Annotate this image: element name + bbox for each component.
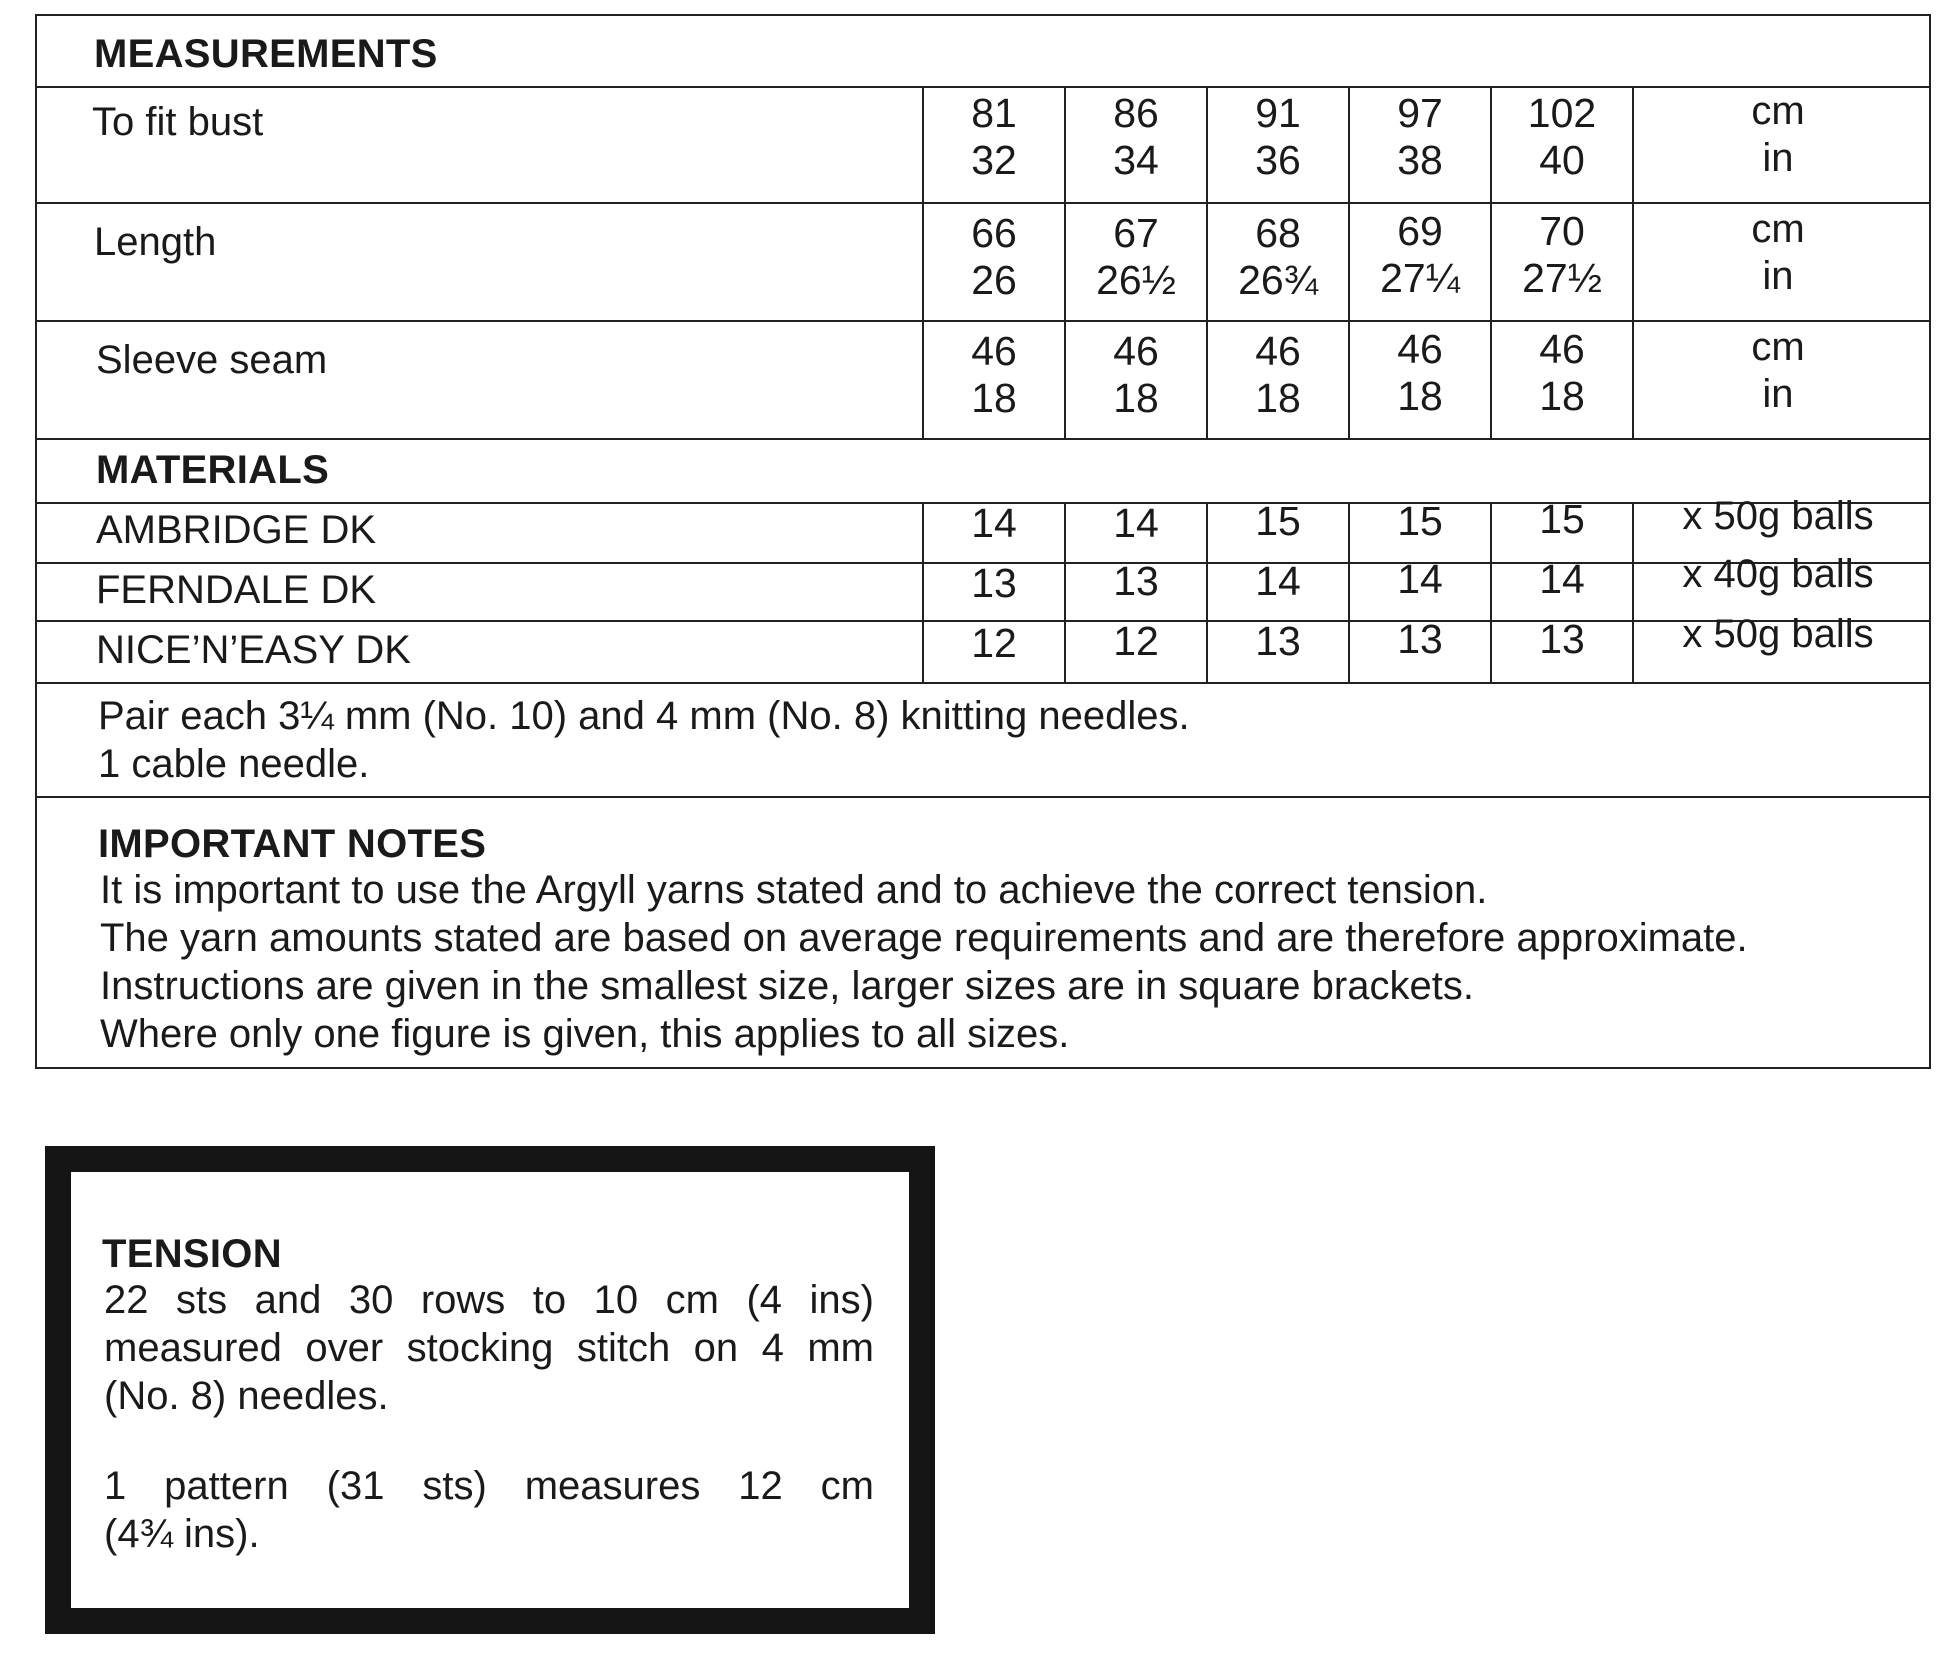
yarn-quantity: 14 — [1255, 558, 1301, 604]
yarn-unit: x 40g balls — [1682, 552, 1874, 596]
yarn-quantity: 15 — [1255, 498, 1301, 544]
size-value: 81 32 — [971, 90, 1017, 183]
measurements-heading: MEASUREMENTS — [94, 32, 438, 76]
size-value: 46 18 — [1113, 328, 1159, 421]
size-value: 46 18 — [1255, 328, 1301, 421]
size-value: 70 27½ — [1522, 208, 1602, 301]
yarn-quantity: 14 — [1113, 500, 1159, 546]
rule — [35, 796, 1931, 798]
rule — [35, 202, 1931, 204]
yarn-quantity: 14 — [1539, 556, 1585, 602]
notes-heading: IMPORTANT NOTES — [98, 822, 487, 866]
yarn-unit: x 50g balls — [1682, 494, 1874, 538]
yarn-quantity: 13 — [1539, 616, 1585, 662]
yarn-quantity: 12 — [971, 620, 1017, 666]
size-value: 102 40 — [1527, 90, 1597, 183]
materials-heading: MATERIALS — [96, 448, 330, 492]
size-value: 67 26½ — [1096, 210, 1176, 303]
tension-heading: TENSION — [102, 1232, 282, 1276]
rule — [35, 320, 1931, 322]
yarn-unit: x 50g balls — [1682, 612, 1874, 656]
size-value: 46 18 — [1397, 326, 1443, 419]
measurement-label: Length — [94, 220, 217, 264]
yarn-name: NICE’N’EASY DK — [96, 628, 411, 672]
size-value: 69 27¼ — [1380, 208, 1460, 301]
rule — [35, 682, 1931, 684]
yarn-quantity: 13 — [971, 560, 1017, 606]
size-value: 97 38 — [1397, 90, 1443, 183]
size-value: 66 26 — [971, 210, 1017, 303]
size-value: 46 18 — [1539, 326, 1585, 419]
yarn-quantity: 14 — [1397, 556, 1443, 602]
yarn-quantity: 13 — [1113, 558, 1159, 604]
rule — [35, 438, 1931, 440]
yarn-quantity: 13 — [1397, 616, 1443, 662]
yarn-quantity: 15 — [1539, 496, 1585, 542]
yarn-name: FERNDALE DK — [96, 568, 377, 612]
size-value: 46 18 — [971, 328, 1017, 421]
size-value: 91 36 — [1255, 90, 1301, 183]
yarn-quantity: 13 — [1255, 618, 1301, 664]
pattern-text: 1 pattern (31 sts) measures 12 cm (4¾ ins). — [104, 1464, 874, 1556]
measurement-label: Sleeve seam — [96, 338, 328, 382]
needles-text: Pair each 3¼ mm (No. 10) and 4 mm (No. 8) knitting needles. 1 cable needle. — [98, 694, 1190, 786]
yarn-name: AMBRIDGE DK — [96, 508, 377, 552]
yarn-quantity: 12 — [1113, 618, 1159, 664]
tension-text: 22 sts and 30 rows to 10 cm (4 ins) measured over stocking stitch on 4 mm (No. 8) needles. — [104, 1278, 874, 1418]
size-value: 86 34 — [1113, 90, 1159, 183]
yarn-quantity: 15 — [1397, 498, 1443, 544]
notes-text: It is important to use the Argyll yarns stated and to achieve the correct tension. The yarn amounts stated are based on average requirements and are therefore approximate. Instructions are given in the smallest size, larger sizes are in square brackets. Where only one figure is given, this applies to all sizes. — [100, 868, 1748, 1056]
yarn-quantity: 14 — [971, 500, 1017, 546]
unit-label: cm in — [1751, 89, 1805, 180]
measurement-label: To fit bust — [92, 100, 264, 144]
unit-label: cm in — [1751, 325, 1805, 416]
unit-label: cm in — [1751, 207, 1805, 298]
size-value: 68 26¾ — [1238, 210, 1318, 303]
